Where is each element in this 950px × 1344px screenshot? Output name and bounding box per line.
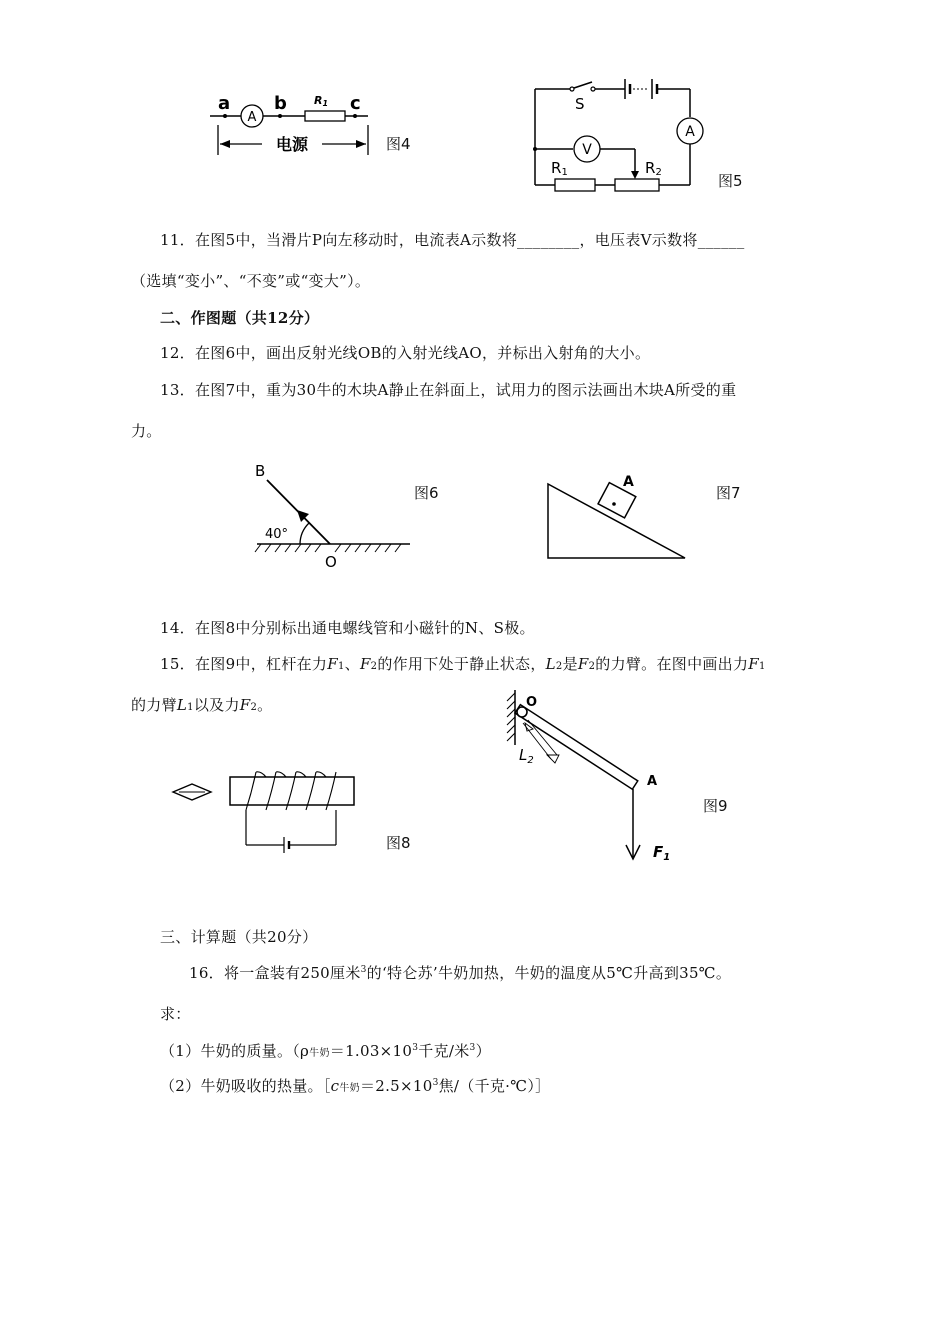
figure-8-label: 图8	[386, 834, 411, 852]
fig4-node-b: b	[274, 93, 287, 114]
question-15-line-2: 的力臂L1以及力F2。	[131, 696, 273, 714]
section-3-title: 三、计算题（共20分）	[160, 928, 318, 946]
fig6-point-b: B	[255, 462, 266, 480]
figure-7-incline	[543, 470, 693, 565]
resistor-r1-symbol	[305, 111, 345, 121]
question-15-line-1: 15．在图9中，杠杆在力F1、F2的作用下处于静止状态，L2是F2的力臂。在图中画出力F1	[160, 655, 766, 673]
fig4-source-label: 电源	[275, 135, 309, 154]
question-12: 12．在图6中，画出反射光线OB的入射光线AO，并标出入射角的大小。	[160, 344, 651, 362]
fig9-force-label: $F_1$	[653, 843, 671, 863]
figure-9-lever	[495, 685, 685, 870]
question-11-line-2: （选填“变小”、“不变”或“变大”）。	[131, 272, 371, 290]
fig5-switch-label: S	[575, 95, 585, 113]
question-13-line-2: 力。	[131, 422, 162, 440]
figure-8-solenoid	[168, 765, 368, 860]
section-2-title: 二、作图题（共12分）	[160, 309, 320, 327]
fig4-node-c: c	[350, 93, 361, 114]
figure-5-circuit	[525, 75, 715, 200]
lever-bar	[515, 705, 638, 790]
figure-6-reflection	[245, 462, 415, 572]
figure-5-label: 图5	[718, 172, 743, 190]
fig4-r1-label: R1	[314, 94, 329, 108]
question-16-line-2: 求：	[160, 1005, 191, 1023]
question-13-line-1: 13．在图7中，重为30牛的木块A静止在斜面上，试用力的图示法画出木块A所受的重	[160, 381, 737, 399]
fig9-pivot-label: O	[526, 695, 538, 710]
slider-p-arrow	[631, 171, 639, 179]
figure-4-label: 图4	[386, 135, 411, 153]
fig9-arm-label: $L_2$	[519, 746, 534, 766]
fig7-block-label: A	[623, 474, 634, 490]
fig9-end-label: A	[647, 774, 658, 789]
question-16-line-1: 16．将一盒装有250厘米$^3$的‘特仑苏’牛奶加热，牛奶的温度从5℃升高到35℃。	[189, 964, 732, 982]
resistor-r1-symbol	[555, 179, 595, 191]
figure-6-label: 图6	[414, 484, 439, 502]
fig5-r2-label: R2	[645, 159, 662, 178]
question-16-sub-1: （1）牛奶的质量。（ρ牛奶$=1.03\times 10^3$千克/米$^3$）	[160, 1042, 491, 1060]
question-14: 14．在图8中分别标出通电螺线管和小磁针的N、S极。	[160, 619, 535, 637]
fig6-point-o: O	[325, 553, 337, 571]
figure-7-label: 图7	[716, 484, 741, 502]
switch-s-symbol	[574, 82, 592, 88]
fig4-ammeter-letter: A	[247, 110, 257, 125]
fig5-r1-label: R1	[551, 159, 568, 178]
question-11-line-1: 11．在图5中，当滑片P向左移动时，电流表A示数将________，电压表V示数将______	[160, 231, 745, 249]
rheostat-r2-symbol	[615, 179, 659, 191]
figure-9-label: 图9	[703, 797, 728, 815]
figure-4-circuit	[200, 85, 380, 160]
fig5-ammeter-letter: A	[685, 124, 695, 140]
fig4-node-a: a	[218, 93, 231, 114]
fig5-voltmeter-letter: V	[582, 142, 592, 158]
question-16-sub-2: （2）牛奶吸收的热量。［c牛奶$=2.5\times 10^3$焦/（千克·℃）］	[160, 1077, 551, 1095]
fig6-angle-label: 40°	[265, 527, 289, 542]
